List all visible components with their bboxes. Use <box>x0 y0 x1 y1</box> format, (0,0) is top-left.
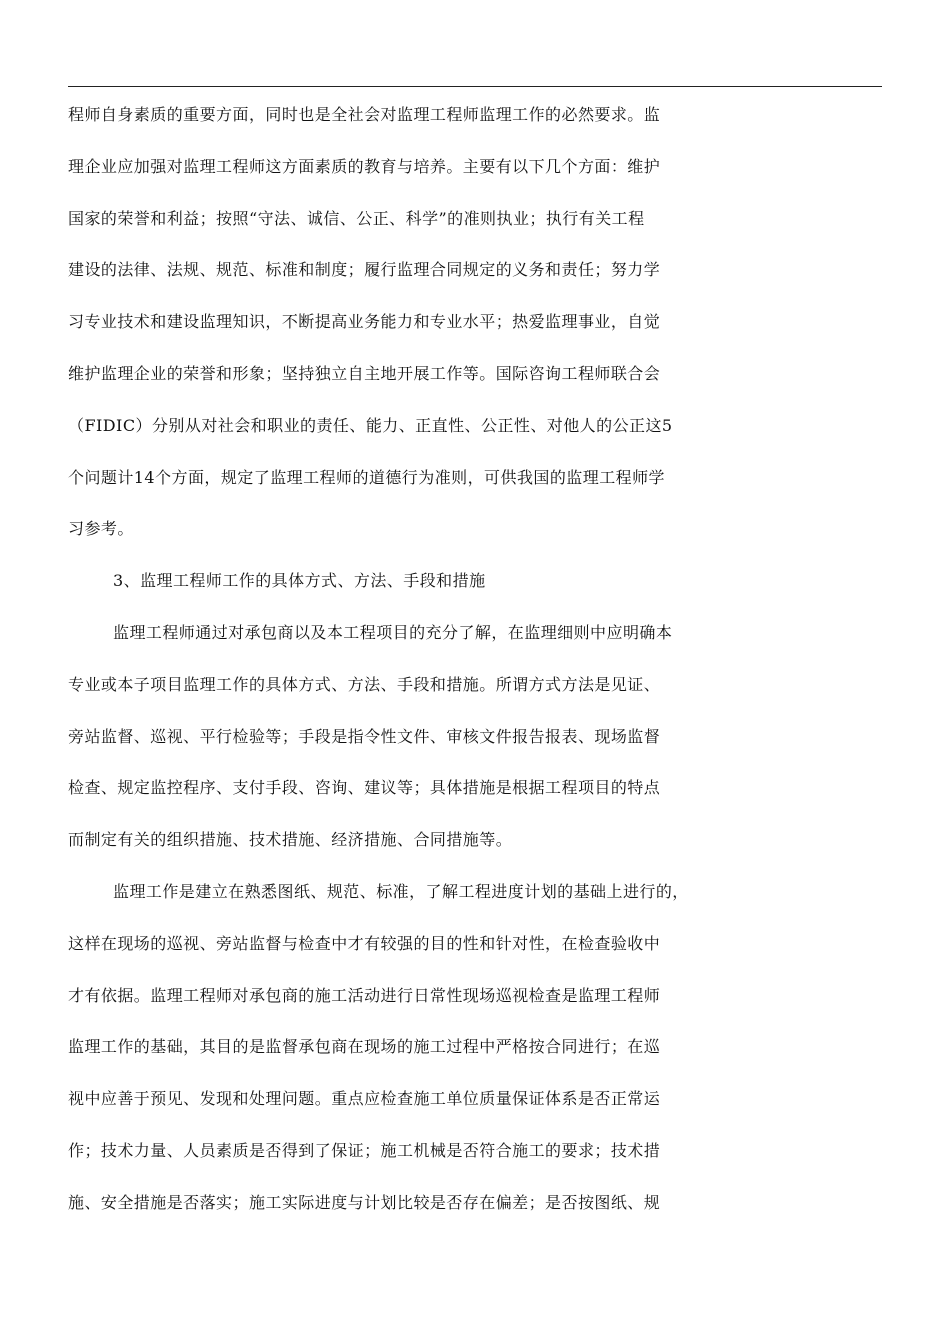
text-line: 国家的荣誉和利益；按照“守法、诚信、公正、科学”的准则执业；执行有关工程 <box>68 208 645 228</box>
text-line: 3、监理工程师工作的具体方式、方法、手段和措施 <box>113 571 486 591</box>
text-line: 专业或本子项目监理工作的具体方式、方法、手段和措施。所谓方式方法是见证、 <box>68 674 661 694</box>
text-line: 监理工程师通过对承包商以及本工程项目的充分了解，在监理细则中应明确本 <box>113 622 673 642</box>
text-line: 维护监理企业的荣誉和形象；坚持独立自主地开展工作等。国际咨询工程师联合会 <box>68 363 661 383</box>
text-line: 旁站监督、巡视、平行检验等；手段是指令性文件、审核文件报告报表、现场监督 <box>68 726 661 746</box>
text-line: 检查、规定监控程序、支付手段、咨询、建议等；具体措施是根据工程项目的特点 <box>68 778 661 798</box>
text-line: 施、安全措施是否落实；施工实际进度与计划比较是否存在偏差；是否按图纸、规 <box>68 1192 661 1212</box>
text-line: （FIDIC）分别从对社会和职业的责任、能力、正直性、公正性、对他人的公正这5 <box>68 415 673 435</box>
text-line: 监理工作是建立在熟悉图纸、规范、标准，了解工程进度计划的基础上进行的， <box>113 881 689 901</box>
text-line: 作；技术力量、人员素质是否得到了保证；施工机械是否符合施工的要求；技术措 <box>68 1140 661 1160</box>
text-line: 这样在现场的巡视、旁站监督与检查中才有较强的目的性和针对性，在检查验收中 <box>68 933 661 953</box>
header-rule <box>68 86 882 87</box>
text-line: 程师自身素质的重要方面，同时也是全社会对监理工程师监理工作的必然要求。监 <box>68 105 661 124</box>
text-line: 个问题计14个方面，规定了监理工程师的道德行为准则，可供我国的监理工程师学 <box>68 467 666 487</box>
text-line: 而制定有关的组织措施、技术措施、经济措施、合同措施等。 <box>68 830 513 850</box>
body-text <box>68 89 898 1229</box>
text-line: 习参考。 <box>68 519 134 539</box>
text-line: 习专业技术和建设监理知识，不断提高业务能力和专业水平；热爱监理事业，自觉 <box>68 312 661 332</box>
text-line: 理企业应加强对监理工程师这方面素质的教育与培养。主要有以下几个方面：维护 <box>68 156 661 176</box>
text-line: 才有依据。监理工程师对承包商的施工活动进行日常性现场巡视检查是监理工程师 <box>68 985 661 1005</box>
text-line: 监理工作的基础，其目的是监督承包商在现场的施工过程中严格按合同进行；在巡 <box>68 1037 661 1057</box>
text-line: 建设的法律、法规、规范、标准和制度；履行监理合同规定的义务和责任；努力学 <box>68 260 661 280</box>
text-line: 视中应善于预见、发现和处理问题。重点应检查施工单位质量保证体系是否正常运 <box>68 1089 661 1109</box>
